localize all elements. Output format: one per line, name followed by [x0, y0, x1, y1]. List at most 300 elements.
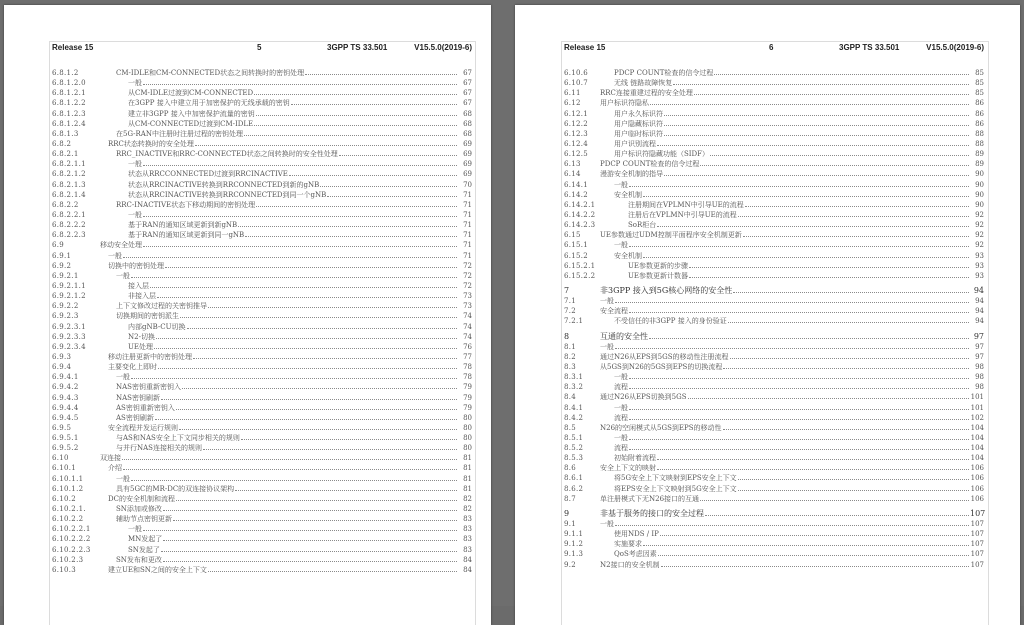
toc-entry[interactable] [52, 514, 472, 524]
section-title-link[interactable] [614, 484, 970, 494]
section-title-link[interactable] [600, 463, 970, 473]
section-title-link[interactable] [600, 332, 970, 342]
toc-entry[interactable] [52, 463, 472, 473]
section-title-link[interactable] [116, 504, 458, 514]
section-title-link[interactable] [128, 534, 458, 544]
toc-entry[interactable] [52, 149, 472, 159]
page-reference: 94 [975, 307, 984, 316]
toc-entry[interactable] [52, 200, 472, 210]
toc-entry[interactable] [52, 98, 472, 108]
section-title: 流程 [614, 383, 628, 392]
section-title-link[interactable] [116, 443, 458, 453]
toc-entry[interactable] [564, 139, 984, 149]
toc-entry[interactable] [564, 159, 984, 169]
toc-entry[interactable] [52, 78, 472, 88]
page-reference: 98 [975, 383, 984, 392]
leader-dots [661, 560, 969, 567]
section-number: 8.4.1 [564, 403, 584, 412]
section-title-link[interactable] [128, 119, 458, 129]
page-reference: 73 [463, 302, 472, 311]
section-title: 漫游安全机制的指导 [600, 170, 663, 179]
toc-entry[interactable] [564, 423, 984, 433]
section-title-link[interactable] [600, 286, 970, 296]
page-reference: 71 [463, 231, 472, 240]
section-title: UE处理 [128, 342, 154, 351]
toc-entry[interactable] [52, 484, 472, 494]
page-reference: 70 [463, 180, 472, 189]
section-number: 8.6.2 [564, 484, 584, 493]
toc-entry[interactable] [564, 230, 984, 240]
section-number: 6.15.2 [564, 251, 589, 260]
section-title-link[interactable] [116, 311, 458, 321]
toc-entry[interactable] [564, 539, 984, 549]
section-title-link[interactable] [628, 220, 970, 230]
section-title: 基于RAN的通知区域更新到同一gNB [128, 231, 245, 240]
toc-entry[interactable] [564, 549, 984, 559]
toc-entry[interactable] [564, 220, 984, 230]
section-title-link[interactable] [614, 433, 970, 443]
section-title: 内部gNB-CU切换 [128, 322, 186, 331]
toc-entry[interactable] [564, 473, 984, 483]
toc-entry[interactable] [52, 433, 472, 443]
section-title-link[interactable] [116, 514, 458, 524]
section-number: 8.6 [564, 464, 577, 473]
section-title-link[interactable] [116, 474, 458, 484]
section-title-link[interactable] [128, 342, 458, 352]
page-reference: 74 [463, 312, 472, 321]
section-title-link[interactable] [600, 342, 970, 352]
toc-entry[interactable] [52, 443, 472, 453]
toc-entry[interactable] [52, 322, 472, 332]
page-reference: 74 [463, 332, 472, 341]
page-reference: 69 [463, 170, 472, 179]
section-title: 移动注册更新中的密钥处理 [108, 352, 192, 361]
toc-entry[interactable] [52, 301, 472, 311]
toc-entry[interactable] [564, 240, 984, 250]
section-title-link[interactable] [128, 220, 458, 230]
toc-entry[interactable] [52, 413, 472, 423]
toc-entry[interactable] [564, 509, 984, 519]
section-number: 6.8.2.2.1 [52, 210, 86, 219]
section-title-link[interactable] [600, 423, 970, 433]
section-title-link[interactable] [116, 555, 458, 565]
section-title-link[interactable] [628, 200, 970, 210]
section-title-link[interactable] [614, 473, 970, 483]
page-reference: 71 [463, 221, 472, 230]
section-title-link[interactable] [614, 382, 970, 392]
section-title-link[interactable] [614, 149, 970, 159]
leader-dots [643, 251, 969, 258]
section-title-link[interactable] [614, 180, 970, 190]
toc-entry[interactable] [564, 210, 984, 220]
section-title-link[interactable] [116, 149, 458, 159]
page-reference: 85 [975, 89, 984, 98]
section-title-link[interactable] [614, 443, 970, 453]
section-title-link[interactable] [108, 463, 458, 473]
page-reference: 92 [975, 210, 984, 219]
page-reference: 79 [463, 403, 472, 412]
section-title-link[interactable] [600, 494, 970, 504]
toc-entry[interactable] [52, 352, 472, 362]
toc-entry[interactable] [564, 342, 984, 352]
page-header [52, 43, 472, 55]
section-title-link[interactable] [128, 322, 458, 332]
page-reference: 94 [973, 285, 984, 295]
section-title-link[interactable] [128, 230, 458, 240]
toc-entry[interactable] [52, 291, 472, 301]
page-reference: 106 [970, 464, 984, 473]
section-title-link[interactable] [128, 88, 458, 98]
section-title-link[interactable] [600, 88, 970, 98]
toc-entry[interactable] [52, 230, 472, 240]
toc-entry[interactable] [52, 362, 472, 372]
toc-entry[interactable] [564, 443, 984, 453]
leader-dots [657, 139, 969, 146]
section-title-link[interactable] [628, 271, 970, 281]
section-title-link[interactable] [600, 306, 970, 316]
page-reference: 93 [975, 271, 984, 280]
leader-dots [657, 453, 969, 460]
toc-entry[interactable] [52, 474, 472, 484]
section-title-link[interactable] [600, 509, 970, 519]
section-title-link[interactable] [614, 78, 970, 88]
toc-entry[interactable] [52, 109, 472, 119]
toc-entry[interactable] [52, 139, 472, 149]
section-title: 基于RAN的通知区域更新到新gNB [128, 221, 238, 230]
section-title-link[interactable] [116, 413, 458, 423]
section-number: 8.5.1 [564, 433, 584, 442]
toc-entry[interactable] [52, 423, 472, 433]
section-title-link[interactable] [614, 539, 970, 549]
section-title: 一般 [600, 342, 614, 351]
section-number: 6.8.2.1 [52, 150, 79, 159]
page-reference: 81 [463, 474, 472, 483]
section-title-link[interactable] [128, 210, 458, 220]
section-title: 一般 [600, 520, 614, 529]
section-title-link[interactable] [128, 524, 458, 534]
section-title: 切换中的密钥处理 [108, 261, 164, 270]
toc-entry[interactable] [564, 484, 984, 494]
leader-dots [256, 200, 457, 207]
toc-entry[interactable] [564, 453, 984, 463]
section-title-link[interactable] [614, 129, 970, 139]
toc-entry[interactable] [564, 494, 984, 504]
section-title-link[interactable] [128, 159, 458, 169]
section-title-link[interactable] [614, 240, 970, 250]
section-title-link[interactable] [116, 301, 458, 311]
toc-entry[interactable] [52, 281, 472, 291]
toc-entry[interactable] [564, 403, 984, 413]
section-number: 6.8.2 [52, 139, 72, 148]
toc-entry[interactable] [564, 271, 984, 281]
toc-entry[interactable] [52, 332, 472, 342]
toc-entry[interactable] [564, 109, 984, 119]
toc-entry[interactable] [564, 316, 984, 326]
section-title-link[interactable] [614, 403, 970, 413]
section-title-link[interactable] [614, 68, 970, 78]
section-number: 6.9.5 [52, 423, 72, 432]
section-title: 流程 [614, 444, 628, 453]
section-title-link[interactable] [116, 433, 458, 443]
section-title-link[interactable] [128, 78, 458, 88]
section-title-link[interactable] [116, 382, 458, 392]
leader-dots [730, 352, 970, 359]
section-title: 从CM-IDLE过渡到CM-CONNECTED [128, 89, 254, 98]
toc-entry[interactable] [564, 413, 984, 423]
toc-entry[interactable] [52, 88, 472, 98]
toc-entry[interactable] [52, 453, 472, 463]
page-reference: 68 [463, 109, 472, 118]
section-title-link[interactable] [108, 261, 458, 271]
toc-entry[interactable] [564, 68, 984, 78]
toc-entry[interactable] [52, 169, 472, 179]
section-title-link[interactable] [600, 519, 970, 529]
section-title-link[interactable] [108, 139, 458, 149]
page-reference: 78 [463, 373, 472, 382]
section-title-link[interactable] [128, 180, 458, 190]
leader-dots [320, 180, 457, 187]
section-number: 8.5.3 [564, 454, 584, 463]
section-title-link[interactable] [116, 271, 458, 281]
leader-dots [182, 382, 457, 389]
leader-dots [629, 372, 969, 379]
toc-entry[interactable] [52, 393, 472, 403]
section-title-link[interactable] [116, 200, 458, 210]
section-title: 从CM-CONNECTED过渡到CM-IDLE [128, 119, 254, 128]
leader-dots [176, 494, 457, 501]
toc-entry[interactable] [564, 88, 984, 98]
section-title: 初始附着流程 [614, 454, 656, 463]
section-title-link[interactable] [614, 109, 970, 119]
toc-entry[interactable] [52, 342, 472, 352]
page-reference: 78 [463, 363, 472, 372]
section-title-link[interactable] [116, 403, 458, 413]
leader-dots [122, 453, 457, 460]
toc-entry[interactable] [52, 545, 472, 555]
section-number: 6.9.4 [52, 363, 72, 372]
leader-dots [163, 555, 457, 562]
toc-entry[interactable] [564, 560, 984, 570]
page-reference: 72 [463, 281, 472, 290]
toc-entry[interactable] [564, 372, 984, 382]
toc-entry[interactable] [52, 159, 472, 169]
leader-dots [208, 565, 457, 572]
toc-entry[interactable] [52, 68, 472, 78]
page-reference: 86 [975, 99, 984, 108]
section-number: 6.15.2.2 [564, 271, 596, 280]
leader-dots [723, 423, 970, 430]
section-title-link[interactable] [600, 560, 970, 570]
toc-entry[interactable] [564, 149, 984, 159]
toc-entry[interactable] [564, 98, 984, 108]
section-number: 6.14 [564, 170, 581, 179]
section-title-link[interactable] [614, 453, 970, 463]
toc-entry[interactable] [564, 352, 984, 362]
section-title-link[interactable] [614, 139, 970, 149]
page-reference: 107 [970, 540, 984, 549]
section-title-link[interactable] [116, 68, 458, 78]
section-title: 主要变化上即时 [108, 363, 157, 372]
toc-entry[interactable] [564, 261, 984, 271]
section-title-link[interactable] [128, 291, 458, 301]
section-title-link[interactable] [600, 296, 970, 306]
toc-entry[interactable] [564, 286, 984, 296]
toc-entry[interactable] [52, 190, 472, 200]
toc-entry[interactable] [564, 190, 984, 200]
section-title-link[interactable] [128, 109, 458, 119]
toc-entry[interactable] [564, 200, 984, 210]
section-title: N2接口的安全机制 [600, 560, 660, 569]
section-title-link[interactable] [116, 393, 458, 403]
section-number: 6.12.1 [564, 109, 589, 118]
section-title-link[interactable] [100, 453, 458, 463]
toc-entry[interactable] [564, 251, 984, 261]
section-title-link[interactable] [100, 240, 458, 250]
leader-dots [254, 119, 457, 126]
toc-entry[interactable] [564, 78, 984, 88]
section-title-link[interactable] [128, 281, 458, 291]
section-title-link[interactable] [600, 159, 970, 169]
section-title-link[interactable] [614, 372, 970, 382]
leader-dots [131, 271, 457, 278]
toc-entry[interactable] [52, 180, 472, 190]
section-title-link[interactable] [600, 362, 970, 372]
leader-dots [738, 210, 969, 217]
toc-entry[interactable] [564, 180, 984, 190]
toc-entry[interactable] [564, 519, 984, 529]
toc-entry[interactable] [52, 271, 472, 281]
section-title-link[interactable] [628, 261, 970, 271]
section-title-link[interactable] [116, 372, 458, 382]
page-reference: 69 [463, 150, 472, 159]
toc-entry[interactable] [564, 463, 984, 473]
toc-entry[interactable] [564, 362, 984, 372]
section-title: N26的空闲模式从5GS到EPS的移动性 [600, 423, 722, 432]
section-title-link[interactable] [614, 529, 970, 539]
page-reference: 83 [463, 515, 472, 524]
toc-entry[interactable] [52, 210, 472, 220]
toc-entry[interactable] [52, 382, 472, 392]
section-number: 6.9.1 [52, 251, 72, 260]
section-title-link[interactable] [108, 423, 458, 433]
leader-dots [723, 362, 969, 369]
toc-entry[interactable] [564, 382, 984, 392]
section-title-link[interactable] [614, 190, 970, 200]
section-title-link[interactable] [614, 549, 970, 559]
toc-entry[interactable] [564, 392, 984, 402]
leader-dots [143, 240, 457, 247]
section-title-link[interactable] [600, 98, 970, 108]
toc-entry[interactable] [52, 119, 472, 129]
toc-entry[interactable] [52, 534, 472, 544]
toc-entry[interactable] [564, 433, 984, 443]
section-title-link[interactable] [128, 169, 458, 179]
section-title-link[interactable] [128, 332, 458, 342]
toc-entry[interactable] [564, 529, 984, 539]
page-reference: 94 [975, 297, 984, 306]
toc-entry[interactable] [52, 261, 472, 271]
toc-entry[interactable] [52, 565, 472, 575]
leader-dots [700, 494, 969, 501]
section-number: 6.9.5.1 [52, 434, 79, 443]
section-title-link[interactable] [128, 98, 458, 108]
section-title-link[interactable] [128, 190, 458, 200]
toc-entry[interactable] [564, 129, 984, 139]
toc-entry[interactable] [564, 169, 984, 179]
section-title-link[interactable] [614, 413, 970, 423]
leader-dots [150, 281, 457, 288]
section-title-link[interactable] [108, 565, 458, 575]
section-title: 状态从RRCINACTIVE转换到RRCONNECTED到新的gNB [128, 180, 320, 189]
toc-entry[interactable] [52, 524, 472, 534]
section-title-link[interactable] [116, 484, 458, 494]
toc-entry[interactable] [52, 240, 472, 250]
section-number: 6.9.3 [52, 352, 72, 361]
leader-dots [179, 423, 457, 430]
section-title-link[interactable] [600, 352, 970, 362]
section-title-link[interactable] [600, 230, 970, 240]
section-title-link[interactable] [600, 169, 970, 179]
section-number: 6.9.2.3.1 [52, 322, 86, 331]
section-title-link[interactable] [108, 251, 458, 261]
toc-entry[interactable] [52, 129, 472, 139]
toc-entry[interactable] [52, 220, 472, 230]
toc-entry[interactable] [52, 504, 472, 514]
section-title: 一般 [108, 251, 122, 260]
leader-dots [694, 88, 969, 95]
page-reference: 82 [463, 494, 472, 503]
toc-entry[interactable] [564, 296, 984, 306]
leader-dots [629, 403, 969, 410]
page-reference: 68 [463, 119, 472, 128]
section-title-link[interactable] [600, 392, 970, 402]
section-title: AS密钥重新密钥入 [116, 403, 175, 412]
toc-entry[interactable] [52, 494, 472, 504]
page-reference: 76 [463, 342, 472, 351]
leader-dots [629, 413, 969, 420]
section-title-link[interactable] [108, 352, 458, 362]
section-title: 通过N26从EPS切换到5GS [600, 393, 687, 402]
section-title-link[interactable] [628, 210, 970, 220]
toc-entry[interactable] [52, 251, 472, 261]
section-title-link[interactable] [614, 251, 970, 261]
section-title-link[interactable] [614, 119, 970, 129]
section-title-link[interactable] [116, 129, 458, 139]
section-title: 安全上下文的映射 [600, 464, 656, 473]
section-title-link[interactable] [108, 494, 458, 504]
toc-entry[interactable] [52, 372, 472, 382]
toc-entry[interactable] [564, 332, 984, 342]
leader-dots [305, 68, 457, 75]
toc-entry[interactable] [52, 311, 472, 321]
page-reference: 79 [463, 383, 472, 392]
leader-dots [161, 393, 457, 400]
section-title: 安全流程 [600, 307, 628, 316]
section-title-link[interactable] [614, 316, 970, 326]
toc-entry[interactable] [564, 306, 984, 316]
toc-entry[interactable] [52, 403, 472, 413]
section-number: 6.8.2.1.4 [52, 190, 86, 199]
section-number: 7.1 [564, 297, 577, 306]
section-title-link[interactable] [128, 545, 458, 555]
section-number: 9.1 [564, 520, 577, 529]
leader-dots [158, 362, 457, 369]
page-reference: 69 [463, 139, 472, 148]
section-title-link[interactable] [108, 362, 458, 372]
leader-dots [745, 200, 969, 207]
toc-entry[interactable] [564, 119, 984, 129]
toc-entry[interactable] [52, 555, 472, 565]
